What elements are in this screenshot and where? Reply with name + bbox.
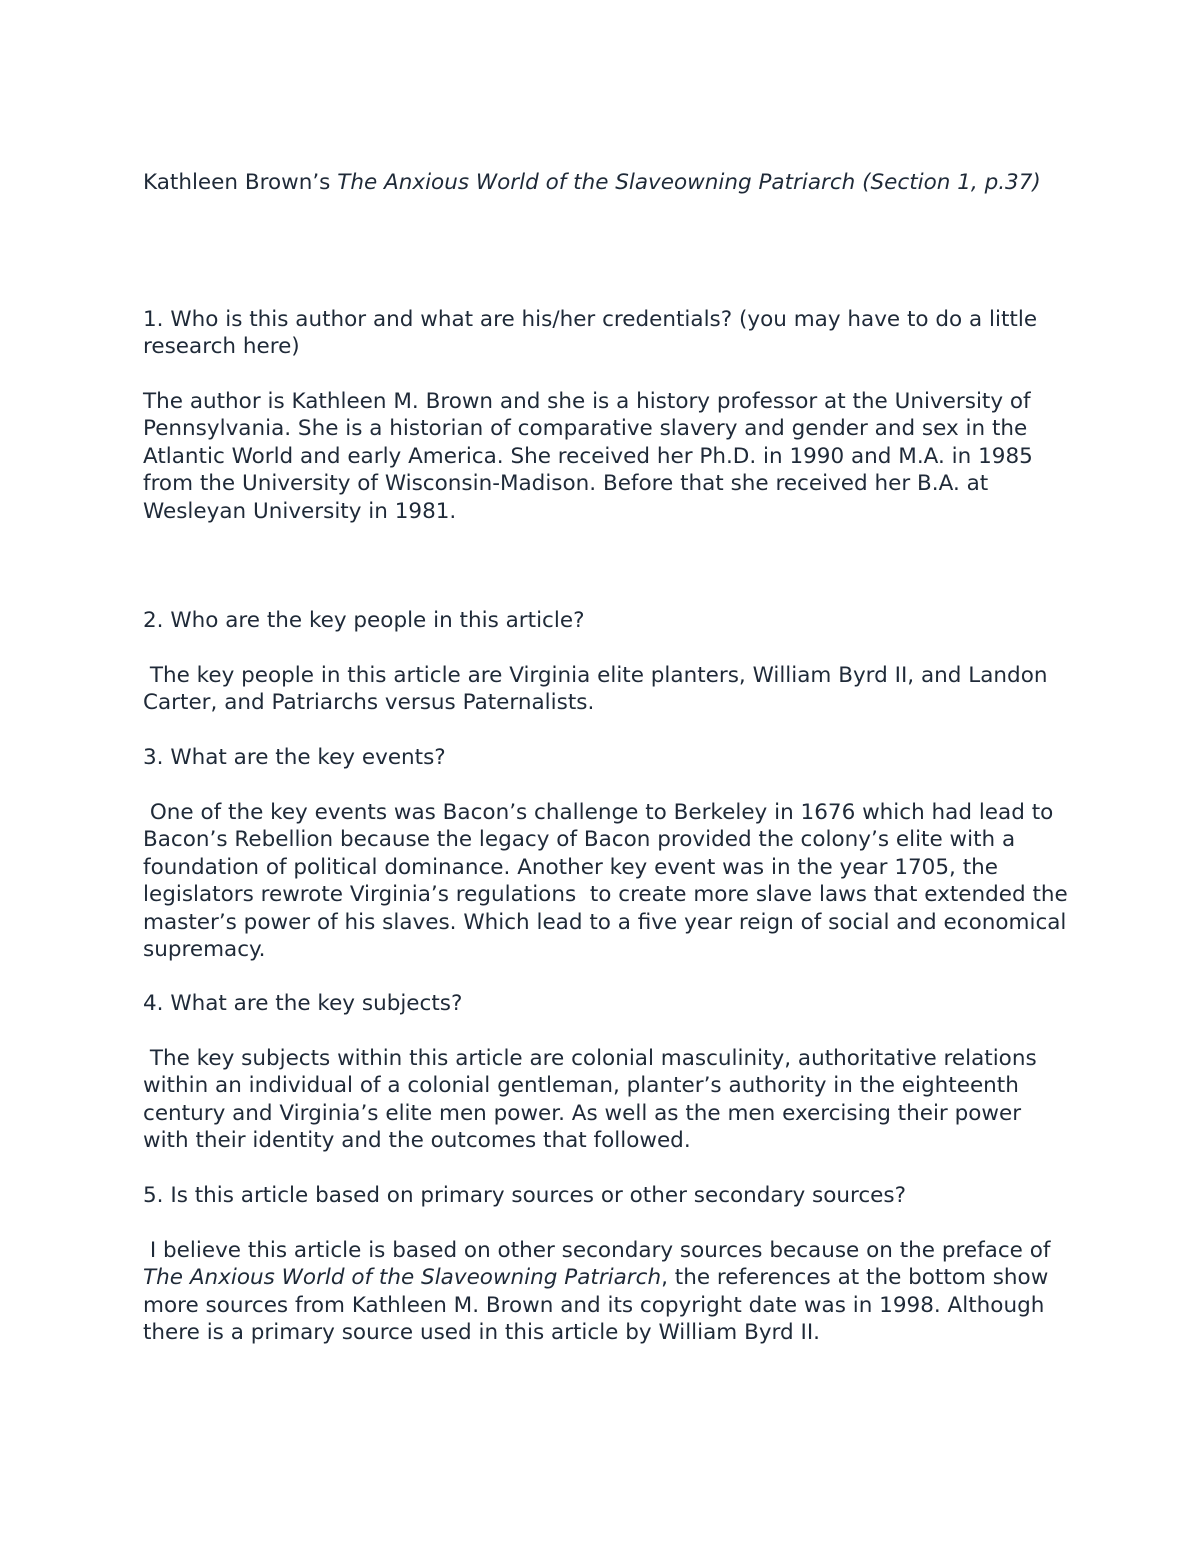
answer-3 [143, 799, 1073, 963]
answer-5-book-title: The Anxious World of the Slaveowning Patriarch [143, 1265, 662, 1291]
answer-5 [143, 1237, 1073, 1347]
answer-4-text: The key subjects within this article are colonial masculinity, authoritative relations within an individual of a colonial gentleman, planter’s authority in the eighteenth century and Virginia’s elite men power. As well as the men exercising their power with their identity and the outcomes that followed. [143, 1046, 1044, 1154]
question-1 [143, 306, 1073, 361]
title-prefix: Kathleen Brown’s [143, 170, 338, 195]
answer-4 [143, 1045, 1073, 1155]
answer-1 [143, 388, 1073, 525]
answer-5-text [143, 1237, 1073, 1347]
question-3 [143, 744, 1073, 771]
answer-3-text: One of the key events was Bacon’s challenge to Berkeley in 1676 which had lead to Bacon’s Rebellion because the legacy of Bacon provided the colony’s elite with a foundation of political dominance. Another key event was in the year 1705, the legislators rewrote Virginia’s regulations to create more slave laws that extended the master’s power of his slaves. Which lead to a five year reign of social and economical supremacy. [143, 800, 1075, 963]
question-4-text: 4. What are the key subjects? [143, 991, 463, 1016]
answer-2-text: The key people in this article are Virginia elite planters, William Byrd II, and Landon Carter, and Patriarchs versus Paternalists. [143, 663, 1055, 716]
question-4 [143, 990, 1073, 1017]
title-italic: The Anxious World of the Slaveowning Patriarch (Section 1, p.37) [337, 170, 1041, 195]
question-3-text: 3. What are the key events? [143, 745, 446, 770]
question-2-text: 2. Who are the key people in this article? [143, 608, 585, 633]
question-5 [143, 1182, 1073, 1209]
answer-1-text: The author is Kathleen M. Brown and she is a history professor at the University of Pennsylvania. She is a historian of comparative slavery and gender and sex in the Atlantic World and early America. She received her Ph.D. in 1990 and M.A. in 1985 from the University of Wisconsin-Madison. Before that she received her B.A. at Wesleyan University in 1981. [143, 389, 1033, 524]
answer-5-part2: , the references at the bottom show more sources from Kathleen M. Brown and its copyright date was in 1998. Although there is a primary source used in this article by William Byrd II. [143, 1265, 1056, 1346]
answer-5-part1: I believe this article is based on other secondary sources because on the preface of [143, 1238, 1058, 1263]
answer-2 [143, 662, 1073, 717]
question-5-text: 5. Is this article based on primary sources or other secondary sources? [143, 1183, 907, 1208]
question-2 [143, 607, 1073, 634]
question-1-text: 1. Who is this author and what are his/her credentials? (you may have to do a little research here) [143, 307, 1038, 360]
document-title [143, 169, 1073, 196]
